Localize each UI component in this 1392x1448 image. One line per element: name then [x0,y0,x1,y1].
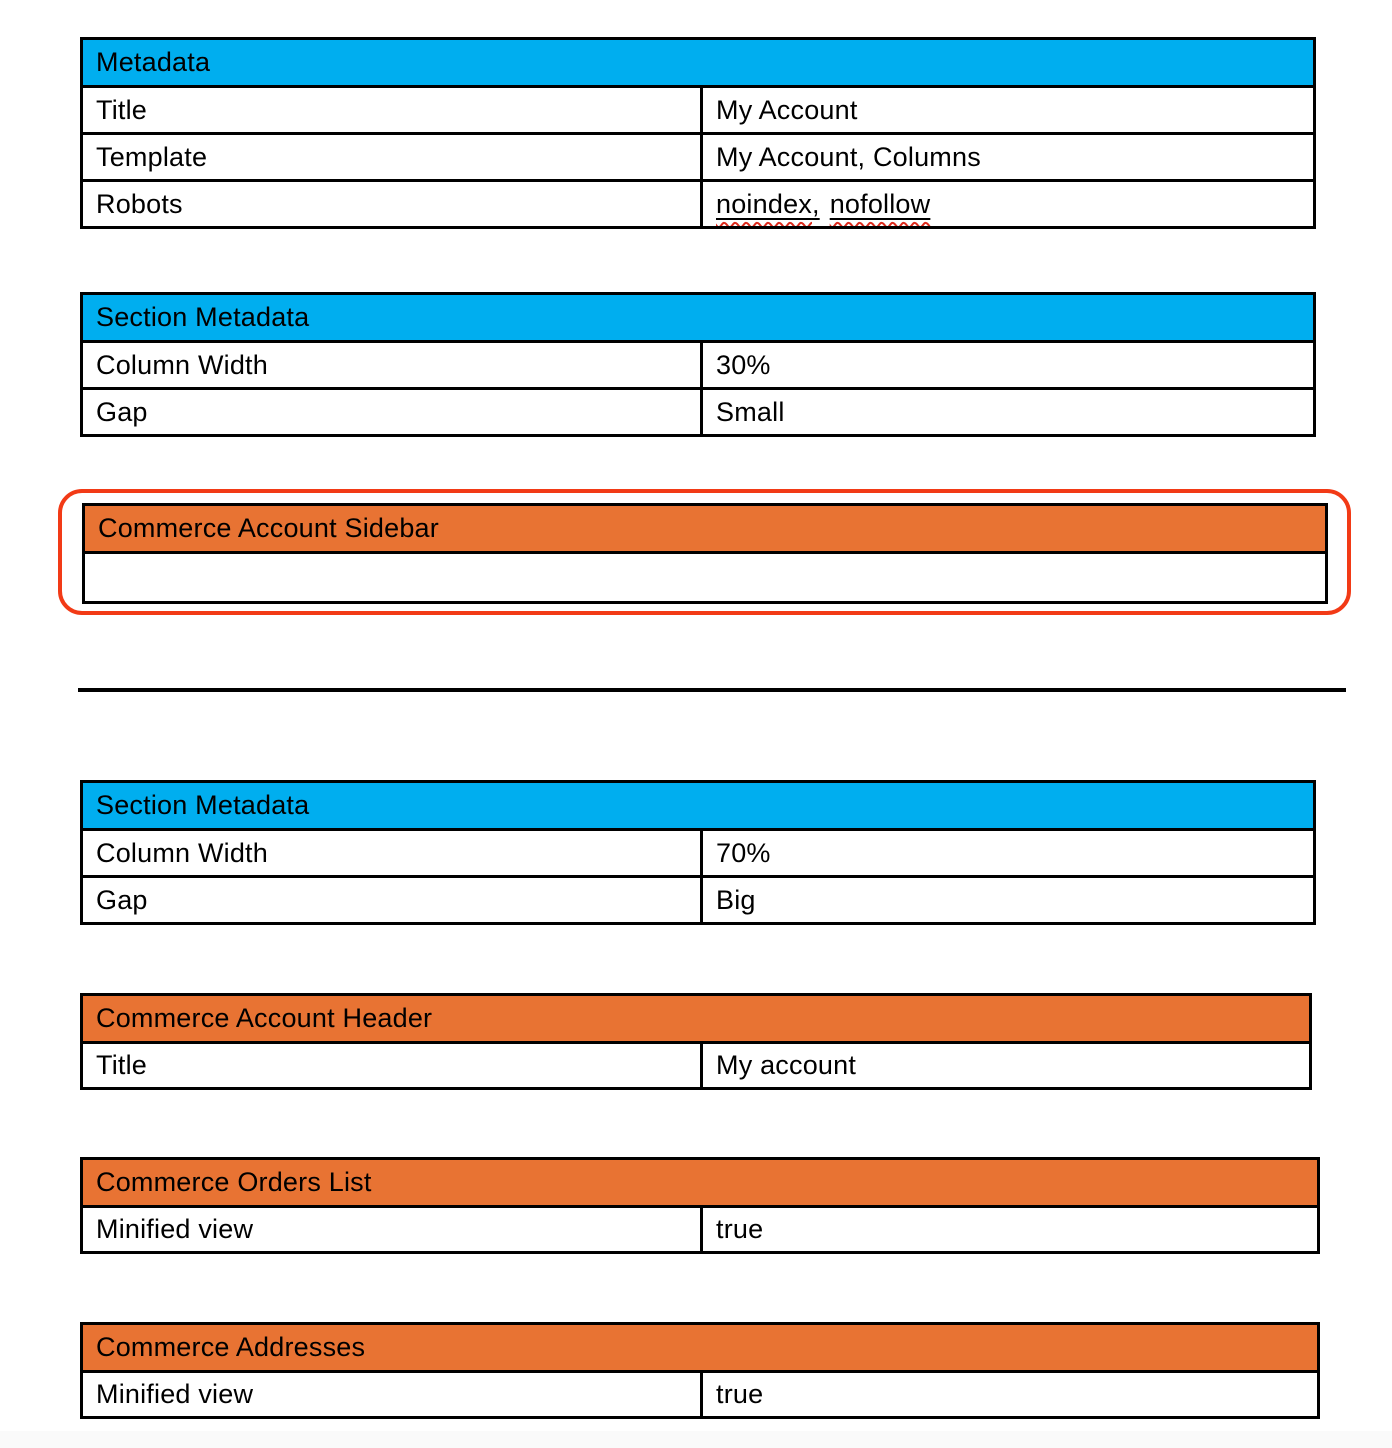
property-value-cell: 70% [700,831,1313,875]
property-label-cell: Minified view [96,1379,254,1409]
robots-value-word: nofollow [829,188,931,219]
page-bottom-edge [0,1431,1392,1448]
section-metadata-table-title: Section Metadata [96,790,310,820]
section-metadata-table-header [83,295,1313,340]
robots-value-word: noindex, [716,188,820,219]
table-row [83,132,1313,179]
empty-cell [85,554,1325,601]
property-value-cell: Small [700,390,1313,434]
property-value-cell: My Account [700,88,1313,132]
property-value-cell: My Account, Columns [700,135,1313,179]
commerce-orders-list-table [80,1157,1320,1254]
table-row [83,179,1313,226]
block-title: Commerce Addresses [96,1332,366,1362]
block-title: Commerce Orders List [96,1167,372,1197]
property-label-cell: Robots [96,188,183,219]
property-value-cell: My account [700,1044,1309,1087]
section-metadata-table-header [83,783,1313,828]
block-name-header [83,1160,1317,1205]
property-value-cell: true [700,1373,1317,1416]
table-row [83,828,1313,875]
property-label-cell: Title [96,94,148,125]
property-label-cell: Gap [96,884,148,915]
commerce-addresses-table [80,1322,1320,1419]
table-row [83,340,1313,387]
section-metadata-table-1 [80,292,1316,437]
metadata-table-title: Metadata [96,47,211,77]
section-divider [78,688,1346,692]
table-row [83,387,1313,434]
metadata-table-header [83,40,1313,85]
table-row [83,1041,1309,1087]
property-value-cell: 30% [700,343,1313,387]
property-value-cell: true [700,1208,1317,1251]
table-row [83,85,1313,132]
table-row [83,1205,1317,1251]
property-label-cell: Column Width [96,349,268,380]
metadata-table [80,37,1316,229]
property-value-cell [700,182,1313,226]
property-label-cell: Column Width [96,837,268,868]
property-label-cell: Gap [96,396,148,427]
property-label-cell: Template [96,141,208,172]
property-label-cell: Minified view [96,1214,254,1244]
block-name-header [83,1325,1317,1370]
property-label-cell: Title [96,1050,148,1080]
block-name-header [83,996,1309,1041]
table-row-empty [85,551,1325,601]
block-title: Commerce Account Header [96,1003,433,1033]
table-row [83,875,1313,922]
property-value-cell: Big [700,878,1313,922]
commerce-account-header-table [80,993,1312,1090]
section-metadata-table-2 [80,780,1316,925]
section-metadata-table-title: Section Metadata [96,302,310,332]
block-name-header [85,506,1325,551]
table-row [83,1370,1317,1416]
block-title: Commerce Account Sidebar [98,513,439,543]
commerce-account-sidebar-table [82,503,1328,604]
